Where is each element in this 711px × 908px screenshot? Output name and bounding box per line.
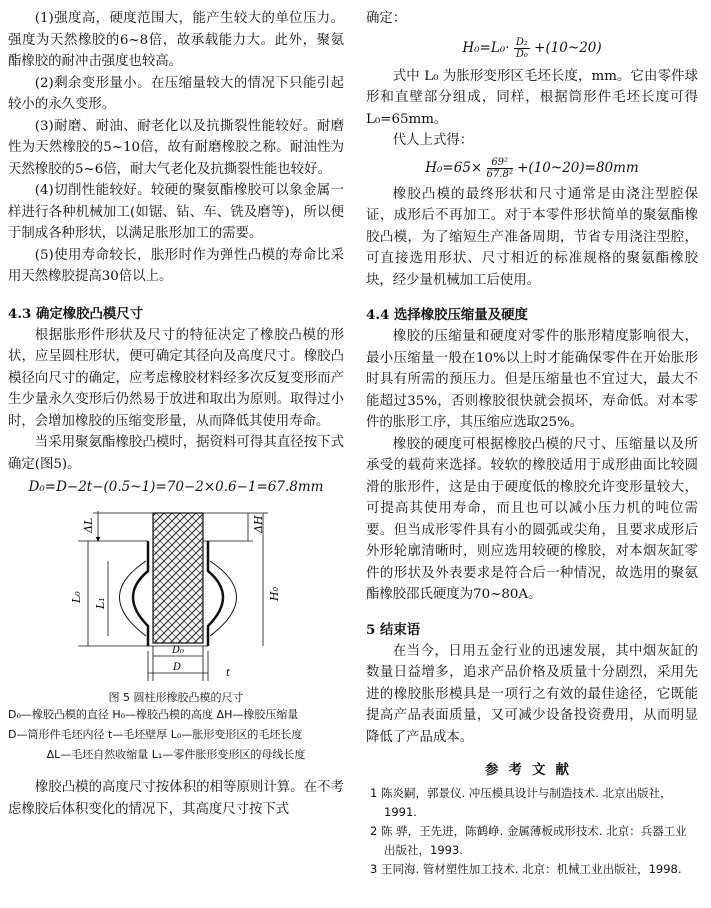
fraction-numerator: 69² bbox=[487, 157, 513, 169]
paragraph: 当采用聚氨酯橡胶凸模时，据资料可得其直径按下式确定(图5)。 bbox=[8, 435, 344, 472]
section-heading: 4.3 确定橡胶凸模尺寸 bbox=[8, 305, 144, 322]
figure-5 bbox=[8, 501, 344, 765]
right-column bbox=[366, 8, 698, 879]
formula bbox=[366, 36, 698, 60]
formula-part: H₀=L₀· bbox=[462, 39, 510, 56]
paragraph: 式中 L₀ 为胀形变形区毛坯长度，mm。它由零件球形和直壁部分组成，同样，根据筒形件毛坯长度可得L₀=65mm。 bbox=[366, 68, 698, 127]
reference-item: 3 王同海. 管材塑性加工技术. 北京：机械工业出版社，1998. bbox=[370, 862, 682, 876]
dim-label-t: t bbox=[226, 668, 231, 679]
section-heading: 4.4 选择橡胶压缩量及硬度 bbox=[366, 307, 528, 323]
section-heading: 5 结束语 bbox=[366, 621, 421, 638]
rubber-block bbox=[153, 513, 203, 643]
paragraph: 橡胶的压缩量和硬度对零件的胀形精度影响很大，最小压缩量一般在10%以上时才能确保零件在开始胀形时具有所需的预压力。但是压缩量也不宜过大，最大不能超过35%，否则橡胶很快就会损坏，寿命低。对本零件的胀形工序，其压缩应选取25%。 bbox=[366, 329, 698, 430]
dim-label-dL: ΔL bbox=[82, 517, 95, 533]
blank-wall-left bbox=[133, 541, 148, 646]
fraction-numerator: D₂ bbox=[515, 36, 528, 48]
paragraph: 代人上式得： bbox=[392, 133, 474, 148]
dim-label-D0: D₀ bbox=[172, 645, 185, 656]
fraction-denominator: 67.8² bbox=[486, 168, 513, 180]
left-column bbox=[8, 8, 344, 820]
blank-wall-right bbox=[208, 541, 223, 646]
reference-item: 2 陈 骅，王先进，陈鹤峥. 金属薄板成形技术. 北京：兵器工业出版社，1993. bbox=[370, 824, 687, 857]
dim-label-L1: L₁ bbox=[94, 597, 107, 609]
fraction bbox=[487, 157, 513, 180]
paragraph: 橡胶的硬度可根据橡胶凸模的尺寸、压缩量以及所承受的载荷来选择。较软的橡胶适用于成形曲面比较圆滑的胀形件，这是由于硬度低的橡胶允许变形量较大，可提高其使用寿命，而且也可以减小压力机的吨位需要。但当成形零件具有小的圆弧或尖角，且要求成形后外形轮廓清晰时，则应选用较硬的橡胶，对本烟灰缸零件的形状及外表要求是符合后一种情况，故选用的聚氨酯橡胶邵氏硬度为70~80A。 bbox=[366, 436, 698, 602]
reference-item: 1 陈炎嗣，郭景仪. 冲压模具设计与制造技术. 北京出版社，1991. bbox=[370, 786, 672, 819]
formula-part: +(10~20) bbox=[534, 39, 602, 56]
paragraph: 根据胀形件形状及尺寸的特征决定了橡胶凸模的形状，应呈圆柱形状，便可确定其径向及高度尺寸。橡胶凸模径向尺寸的确定，应考虑橡胶材料经多次反复变形而产生少量永久变形后仍然易于放进和取出为原则。取得过小时，会增加橡胶的压缩变形量，从而降低其使用寿命。 bbox=[8, 327, 344, 429]
figure-legend-line: ΔL—毛坯自然收缩量 L₁—零件胀形变形区的母线长度 bbox=[46, 748, 306, 761]
paragraph: (2)剩余变形量小。在压缩量较大的情况下只能引起较小的永久变形。 bbox=[8, 75, 344, 112]
rubber-punch-diagram bbox=[8, 501, 344, 681]
dim-label-H0: H₀ bbox=[268, 586, 281, 601]
paragraph: (4)切削性能较好。较硬的聚氨酯橡胶可以象金属一样进行各种机械加工(如锯、钻、车、铣及磨等)，所以便于制成各种形状，以满足胀形加工的需要。 bbox=[8, 183, 344, 241]
dim-label-dH: ΔH bbox=[252, 515, 265, 533]
formula: D₀=D−2t−(0.5~1)=70−2×0.6−1=67.8mm bbox=[28, 479, 324, 495]
references-title: 参考文献 bbox=[485, 762, 579, 778]
figure-legend-line: D—筒形件毛坯内径 t—毛坯壁厚 L₀—胀形变形区的毛坯长度 bbox=[8, 728, 303, 741]
figure-legend-line: D₀—橡胶凸模的直径 H₀—橡胶凸模的高度 ΔH—橡胶压缩量 bbox=[8, 708, 299, 721]
paragraph: (5)使用寿命较长，胀形时作为弹性凸模的寿命比采用天然橡胶提高30倍以上。 bbox=[8, 247, 344, 284]
fraction-denominator: D₀ bbox=[515, 48, 528, 60]
dim-label-D: D bbox=[173, 662, 182, 673]
formula-part: H₀=65× bbox=[425, 159, 483, 176]
paragraph: (3)耐磨、耐油、耐老化以及抗撕裂性能较好。耐磨性为天然橡胶的5~10倍，故有耐磨橡胶之称。耐油性为天然橡胶的5~6倍，耐大气老化及抗撕裂性能也较好。 bbox=[8, 118, 344, 177]
paragraph: 橡胶凸模的最终形状和尺寸通常是由浇注型腔保证，成形后不再加工。对于本零件形状简单的聚氨酯橡胶凸模，为了缩短生产准备周期，节省专用浇注型腔，可直接选用形状、尺寸相近的标准规格的聚氨酯橡胶块，经少量机械加工后使用。 bbox=[366, 186, 698, 288]
paragraph: 橡胶凸模的高度尺寸按体积的相等原则计算。在不考虑橡胶后体积变化的情况下，其高度尺寸按下式 bbox=[8, 780, 344, 817]
figure-caption: 图 5 圆柱形橡胶凸模的尺寸 bbox=[108, 691, 244, 704]
paragraph: 在当今，日用五金行业的迅速发展，其中烟灰缸的数量日益增多，追求产品价格及质量十分剧烈，采用先进的橡胶胀形模具是一项行之有效的最佳途径，它既能提高产品表面质量，又可减少设备投资费用，从而明显降低了产品成本。 bbox=[366, 643, 698, 745]
dim-label-L0: L₀ bbox=[70, 591, 83, 603]
formula bbox=[366, 156, 698, 180]
formula-part: +(10~20)=80mm bbox=[517, 159, 639, 176]
paragraph: 确定： bbox=[366, 11, 407, 26]
fraction bbox=[514, 37, 530, 60]
paragraph: (1)强度高，硬度范围大，能产生较大的单位压力。强度为天然橡胶的6~8倍，故承载能力大。此外，聚氨酯橡胶的耐冲击强度也较高。 bbox=[8, 11, 344, 69]
